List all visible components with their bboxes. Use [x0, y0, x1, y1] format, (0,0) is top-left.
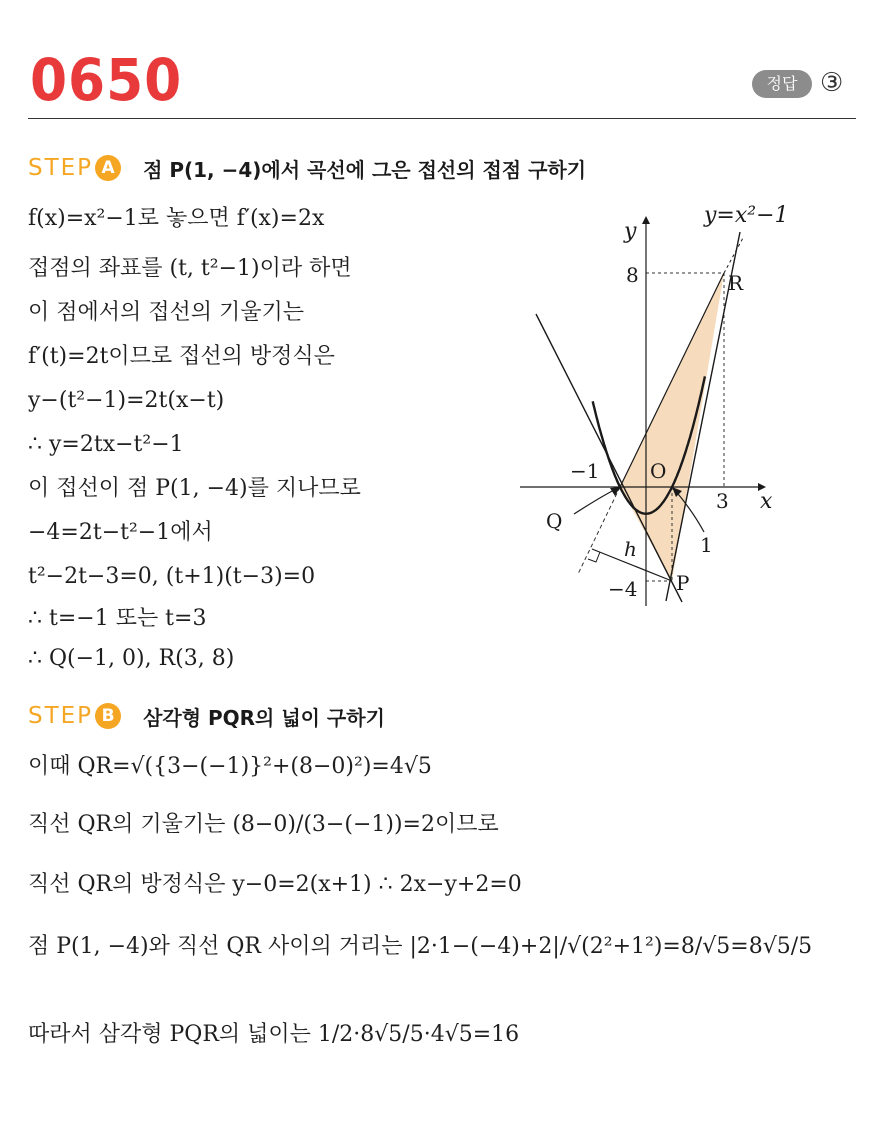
point-r-label: R — [728, 271, 744, 295]
step-a-line-3: 이 점에서의 접선의 기울기는 — [28, 300, 305, 325]
tick-label-1: 1 — [700, 533, 713, 557]
step-b-line-2: 직선 QR의 기울기는 (8−0)/(3−(−1))=2이므로 — [28, 812, 499, 837]
step-a-line-7: 이 접선이 점 P(1, −4)를 지나므로 — [28, 476, 361, 501]
tangent-r-extension — [724, 236, 744, 273]
problem-number: 0650 — [30, 46, 183, 114]
graph-svg — [520, 196, 860, 616]
step-a-line-9: t²−2t−3=0, (t+1)(t−3)=0 — [28, 564, 316, 589]
right-angle-mark — [588, 552, 600, 562]
step-b-line-5: 따라서 삼각형 PQR의 넓이는 1/2·8√5/5·4√5=16 — [28, 1022, 520, 1047]
step-a-line-4: f′(t)=2t이므로 접선의 방정식은 — [28, 344, 335, 369]
step-a-heading: 점 P(1, −4)에서 곡선에 그은 접선의 접점 구하기 — [143, 157, 587, 182]
step-a-line-10: ∴ t=−1 또는 t=3 — [28, 606, 207, 631]
step-a-line-6: ∴ y=2tx−t²−1 — [28, 432, 184, 457]
step-a-title — [28, 150, 586, 186]
answer-value: ③ — [820, 68, 844, 98]
step-b-heading: 삼각형 PQR의 넓이 구하기 — [143, 705, 385, 730]
step-a-label: STEP — [28, 155, 94, 181]
step-a-line-8: −4=2t−t²−1에서 — [28, 520, 213, 545]
x-axis-label: x — [760, 489, 773, 514]
step-b-line-4: 점 P(1, −4)와 직선 QR 사이의 거리는 |2·1−(−4)+2|/√(2²+1²)=8/√5=8√5/5 — [28, 934, 813, 959]
answer-badge: 정답 — [752, 70, 812, 98]
tick-label-neg4: −4 — [608, 577, 638, 601]
tick-label-8: 8 — [626, 263, 639, 287]
step-a-line-5: y−(t²−1)=2t(x−t) — [28, 388, 225, 413]
step-a-line-2: 접점의 좌표를 (t, t²−1)이라 하면 — [28, 256, 352, 281]
step-b-label: STEP — [28, 703, 94, 729]
tick-label-3: 3 — [716, 489, 729, 513]
y-axis-label: y — [624, 219, 637, 244]
step-a-line-1: f(x)=x²−1로 놓으면 f′(x)=2x — [28, 206, 325, 231]
origin-label: O — [650, 459, 667, 483]
point-q-label: Q — [546, 509, 563, 533]
curve-label: y=x²−1 — [704, 203, 789, 228]
header-divider — [28, 118, 856, 119]
tick-label-neg1: −1 — [570, 459, 600, 483]
y-axis-arrow — [642, 216, 650, 224]
step-b-letter: B — [95, 703, 121, 729]
q-pointer — [574, 488, 618, 514]
height-label: h — [624, 537, 637, 561]
step-b-title — [28, 698, 385, 734]
line-qr-extension — [578, 487, 620, 574]
step-b-line-1: 이때 QR=√({3−(−1)}²+(8−0)²)=4√5 — [28, 754, 432, 779]
step-a-line-11: ∴ Q(−1, 0), R(3, 8) — [28, 646, 235, 671]
step-b-line-3: 직선 QR의 방정식은 y−0=2(x+1) ∴ 2x−y+2=0 — [28, 872, 522, 897]
step-a-letter: A — [95, 155, 121, 181]
header — [0, 0, 870, 120]
graph-figure — [520, 196, 860, 616]
point-p-label: P — [676, 571, 690, 595]
